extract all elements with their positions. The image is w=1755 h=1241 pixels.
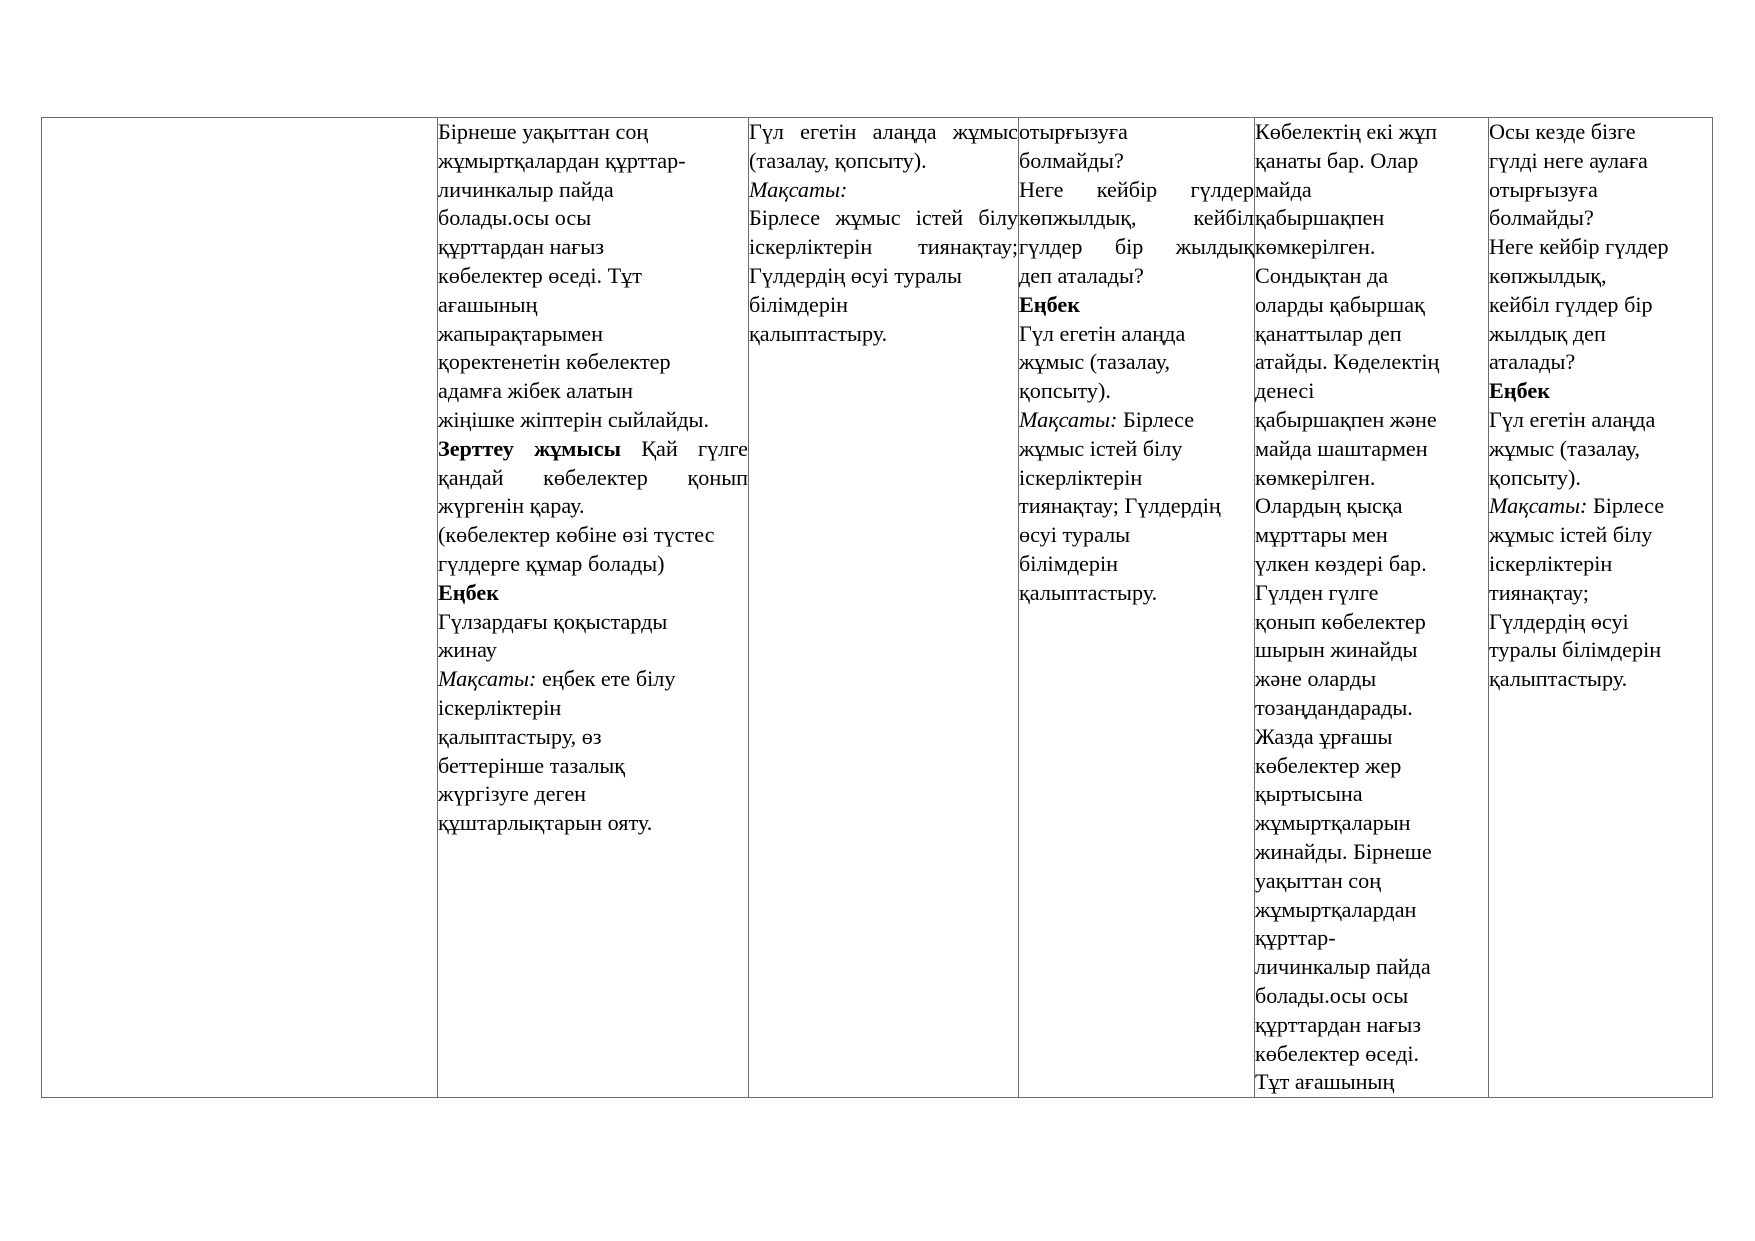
work-heading: Еңбек: [1489, 378, 1551, 404]
text-line: жұмыс істей білу: [1489, 522, 1653, 548]
goal-text: еңбек ете білу: [536, 666, 676, 692]
text-line: Бірлесе жұмыс істей білу: [749, 205, 1018, 231]
text-line: қоректенетін көбелектер: [438, 349, 671, 375]
text-line: Олардың қысқа: [1255, 493, 1403, 519]
goal-label: Мақсаты:: [1489, 493, 1588, 519]
text-line: Гүл егетін алаңда: [1019, 320, 1186, 346]
text-line: майда шаштармен: [1255, 435, 1428, 461]
text-line: қалыптастыру.: [1489, 666, 1628, 692]
text-line: Жазда ұрғашы: [1255, 723, 1393, 749]
text-line: (көбелектер көбіне өзі түстес: [438, 522, 715, 548]
text-line: көмкерілген.: [1255, 234, 1376, 260]
table-row: [42, 118, 1713, 1098]
goal-line: [1489, 492, 1712, 521]
text-line: жұмыртқалардан құрттар-: [438, 147, 686, 173]
cell-content: [1489, 118, 1712, 694]
text-line: туралы білімдерін: [1489, 637, 1662, 663]
plan-table: [41, 117, 1713, 1098]
text-line: қонып көбелектер: [1255, 608, 1426, 634]
text-line: Осы кезде бізге: [1489, 119, 1636, 144]
text-line: қалыптастыру.: [1019, 579, 1158, 605]
text-line: Сондықтан да: [1255, 262, 1389, 288]
text-line: шырын жинайды: [1255, 637, 1418, 663]
goal-text: Бірлесе: [1587, 493, 1665, 519]
cell-content: [1019, 118, 1254, 608]
text-line: уақыттан соң: [1255, 867, 1382, 893]
work-heading: Еңбек: [1019, 291, 1081, 317]
text-line: Гүлзардағы қоқыстарды: [438, 608, 668, 634]
goal-line: [438, 665, 748, 694]
column-garden-work: [749, 118, 1019, 1098]
text-line: Гүл егетін алаңда: [1489, 406, 1656, 432]
text-line: көпжылдық, кейбіл: [1019, 205, 1254, 231]
work-heading: Еңбек: [438, 579, 500, 605]
text-line: білімдерін: [749, 291, 848, 317]
text-line: гүлдер бір жылдық: [1019, 234, 1254, 260]
text-line: жинайды. Бірнеше: [1255, 838, 1432, 864]
text-line: жұмыс (тазалау,: [1489, 435, 1640, 461]
text-line: кейбіл гүлдер бір: [1489, 291, 1653, 317]
empty-cell: [42, 118, 438, 1098]
text-line: жұмыс (тазалау,: [1019, 349, 1170, 375]
text-line: жұмыртқалардан: [1255, 896, 1417, 922]
text-line: көмкерілген.: [1255, 464, 1376, 490]
text-line: іскерліктерін: [1489, 550, 1613, 576]
text-line: жұмыс істей білу: [1019, 435, 1183, 461]
text-line: өсуі туралы: [1019, 522, 1131, 548]
text-line: денесі: [1255, 378, 1315, 404]
goal-text: Бірлесе: [1117, 406, 1195, 432]
paragraph: [1489, 118, 1712, 377]
text-line: деп аталады?: [1019, 262, 1144, 288]
column-butterfly-lifecycle: [438, 118, 749, 1098]
goal-label: Мақсаты:: [1019, 406, 1118, 432]
goal-label: Мақсаты:: [749, 176, 848, 202]
text-line: отырғызуға: [1019, 119, 1128, 144]
text-line: қанаттылар деп: [1255, 320, 1402, 346]
text-line: (тазалау, қопсыту).: [749, 147, 927, 173]
text-line: құштарлықтарын ояту.: [438, 810, 653, 836]
text-line: құрттардан нағыз: [438, 234, 605, 260]
text-line: беттерінше тазалық: [438, 752, 626, 778]
text-line: отырғызуға: [1489, 176, 1598, 202]
text-line: личинкалыр пайда: [438, 176, 614, 202]
text-line: гүлдерге құмар болады): [438, 550, 665, 576]
text-line: атайды. Көделектің: [1255, 349, 1440, 375]
text-line: аталады?: [1489, 349, 1576, 375]
text-line: болмайды?: [1489, 205, 1594, 231]
goal-text-lines: [1489, 521, 1712, 694]
goal-line: [1019, 406, 1254, 435]
text-line: адамға жібек алатын: [438, 378, 634, 404]
column-butterfly-facts: [1255, 118, 1489, 1098]
text-line: гүлді неге аулаға: [1489, 147, 1648, 173]
text-line: болмайды?: [1019, 147, 1124, 173]
research-label: Зерттеу жұмысы: [438, 435, 621, 461]
text-line: және оларды: [1255, 666, 1377, 692]
text-line: Тұт ағашының: [1255, 1069, 1395, 1095]
text-line: жапырақтарымен: [438, 320, 603, 346]
text-line: Бірнеше уақыттан соң: [438, 119, 649, 144]
text-line: қанаты бар. Олар: [1255, 147, 1419, 173]
text-line: Гүлдердің өсуі туралы: [749, 262, 962, 288]
column-walk-questions: [1489, 118, 1713, 1098]
text-line: қабыршақпен және: [1255, 406, 1437, 432]
text-line: тиянақтау;: [1489, 579, 1589, 605]
research-text: Қай гүлге: [620, 435, 748, 461]
cell-content: [749, 118, 1018, 348]
text-line: жүргізуге деген: [438, 781, 587, 807]
text-line: ағашының: [438, 291, 538, 317]
research-line: [438, 435, 748, 464]
text-line: үлкен көздері бар.: [1255, 550, 1427, 576]
text-line: қалыптастыру, өз: [438, 723, 602, 749]
text-line: Гүлден гүлге: [1255, 579, 1379, 605]
text-line: жүргенін қарау.: [438, 493, 585, 519]
text-line: қалыптастыру.: [749, 320, 888, 346]
column-flower-questions: [1019, 118, 1255, 1098]
text-line: қабыршақпен: [1255, 205, 1385, 231]
work-text: [1489, 406, 1712, 492]
text-line: құрттар-: [1255, 925, 1336, 951]
cell-content: [1255, 118, 1488, 1097]
text-line: көбелектер өседі. Тұт: [438, 262, 642, 288]
text-line: Көбелектің екі жұп: [1255, 119, 1438, 144]
text-line: личинкалыр пайда: [1255, 954, 1431, 980]
text-line: білімдерін: [1019, 550, 1118, 576]
text-line: қопсыту).: [1489, 464, 1581, 490]
text-line: мұрттары мен: [1255, 522, 1388, 548]
text-line: Гүлдердің өсуі: [1489, 608, 1629, 634]
text-line: көпжылдық,: [1489, 262, 1607, 288]
text-line: Неге кейбір гүлдер: [1489, 234, 1669, 260]
text-line: құрттардан нағыз: [1255, 1011, 1422, 1037]
cell-content: [438, 118, 748, 838]
text-line: жинау: [438, 637, 497, 663]
goal-text-lines: [1019, 435, 1254, 608]
text-line: оларды қабыршақ: [1255, 291, 1425, 317]
text-line: Неге кейбір гүлдер: [1019, 176, 1254, 202]
text-line: көбелектер өседі.: [1255, 1040, 1420, 1066]
text-line: жұмыртқаларын: [1255, 810, 1411, 836]
text-line: жылдық деп: [1489, 320, 1606, 346]
goal-label: Мақсаты:: [438, 666, 537, 692]
work-text: [1019, 320, 1254, 406]
text-line: тозаңдандарады.: [1255, 694, 1413, 720]
paragraph: [438, 118, 748, 435]
text-line: қопсыту).: [1019, 378, 1111, 404]
goal-text-lines: [438, 694, 748, 838]
paragraph: [1255, 118, 1488, 1097]
text-line: майда: [1255, 176, 1312, 202]
text-line: жіңішке жіптерін сыйлайды.: [438, 406, 709, 432]
text-line: қандай көбелектер қонып: [438, 464, 748, 490]
text-line: болады.осы осы: [1255, 982, 1409, 1008]
text-line: көбелектер жер: [1255, 752, 1402, 778]
text-line: қыртысына: [1255, 781, 1363, 807]
work-text: [438, 608, 748, 666]
text-line: іскерліктерін тиянақтау;: [749, 234, 1018, 260]
text-line: болады.осы осы: [438, 205, 592, 231]
text-line: іскерліктерін: [1019, 464, 1143, 490]
text-line: тиянақтау; Гүлдердің: [1019, 493, 1221, 519]
text-line: Гүл егетін алаңда жұмыс: [749, 119, 1018, 144]
text-line: іскерліктерін: [438, 694, 562, 720]
